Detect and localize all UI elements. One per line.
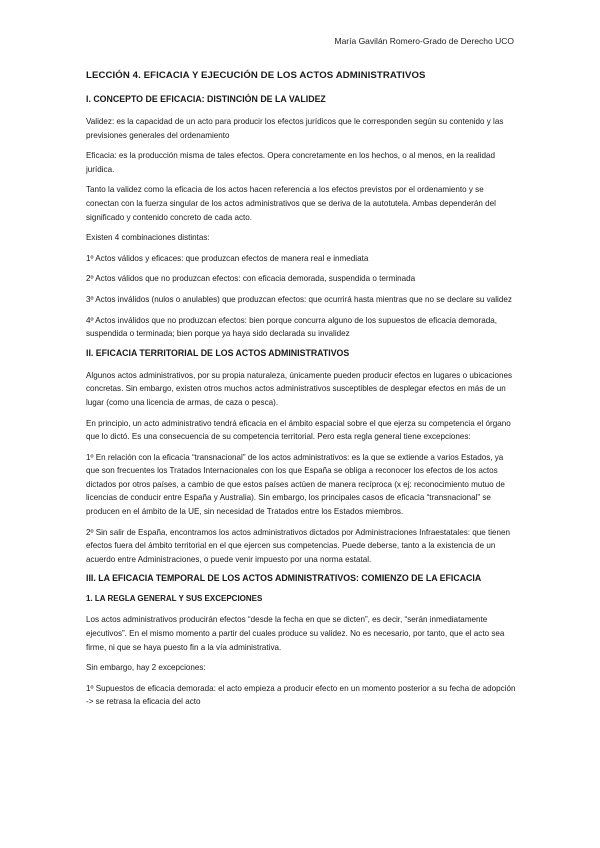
section-heading-temporal: III. LA EFICACIA TEMPORAL DE LOS ACTOS ADMINISTRATIVOS: COMIENZO DE LA EFICACIA [86,573,482,584]
section-heading-territorial: II. EFICACIA TERRITORIAL DE LOS ACTOS ADMINISTRATIVOS [86,347,350,358]
paragraph-regla-general: Los actos administrativos producirán efectos “desde la fecha en que se dicten”, es decir, “serán inmediatamente ejecutivos”. En el mismo momento a partir del cuales produce su validez. No es necesario, por tanto, que el acto sea firme, ni que se haya puesto fin a la vía administrativa. [86,615,505,652]
paragraph-combinacion-4: 4º Actos inválidos que no produzcan efectos: bien porque concurra alguno de los supuestos de eficacia demorada, suspendida o terminada; bien porque ya haya sido declarada su invalidez [86,315,498,339]
paragraph-excepcion-2: 2º Sin salir de España, encontramos los actos administrativos dictados por Administraciones Infraestatales: que tienen efectos fuera del ámbito territorial en el que ejercen sus competencias. Puede deberse, tanto a la existencia de un acuerdo entre Administraciones, o puede venir impuesto por una norma estatal. [86,527,511,564]
section-heading-concepto: I. CONCEPTO DE EFICACIA: DISTINCIÓN DE LA VALIDEZ [86,94,326,104]
paragraph-tanto: Tanto la validez como la eficacia de los actos hacen referencia a los efectos previstos por el ordenamiento y se conectan con la fuerza singular de los actos administrativos que se deriva de la autotutela. Ambas dependerán del significado y contenido concreto de cada acto. [86,185,496,222]
lesson-title: LECCIÓN 4. EFICACIA Y EJECUCIÓN DE LOS ACTOS ADMINISTRATIVOS [86,70,426,81]
paragraph-excepcion-1: 1º En relación con la eficacia “transnacional” de los actos administrativos: es la que se extiende a varios Estados, ya que son frecuentes los Tratados Internacionales con los que España se obliga a reconocer los efectos de los actos dictados por otros países, a cambio de que estos países actúen de manera recíproca (x ej: reconocimiento mutuo de licencias de conducir entre España y Australia). Sin embargo, los principales casos de eficacia “transnacional” se producen en el ámbito de la UE, sin necesidad de Tratados entre los Estados miembros. [86,452,505,517]
paragraph-dos-excepciones: Sin embargo, hay 2 excepciones: [86,663,206,673]
paragraph-combinaciones-intro: Existen 4 combinaciones distintas: [86,233,210,243]
paragraph-eficacia-demorada: 1º Supuestos de eficacia demorada: el acto empieza a producir efecto en un momento posterior a su fecha de adopción -> se retrasa la eficacia del acto [86,683,516,707]
paragraph-combinacion-1: 1º Actos válidos y eficaces: que produzcan efectos de manera real e inmediata [86,253,369,263]
paragraph-combinacion-2: 2º Actos válidos que no produzcan efectos: con eficacia demorada, suspendida o terminada [86,274,416,284]
paragraph-principio: En principio, un acto administrativo tendrá eficacia en el ámbito espacial sobre el que ejerza su competencia el órgano que lo dictó. Es una consecuencia de su competencia territorial. Pero esta regla general tiene excepciones: [86,418,511,442]
page-header-author: María Gavilán Romero-Grado de Derecho UCO [334,36,514,46]
document-body [86,70,516,716]
paragraph-eficacia: Eficacia: es la producción misma de tales efectos. Opera concretamente en los hechos, o al menos, en la realidad jurídica. [86,151,495,174]
subsection-heading-regla-general: 1. LA REGLA GENERAL Y SUS EXCEPCIONES [86,594,263,604]
paragraph-combinacion-3: 3º Actos inválidos (nulos o anulables) que produzcan efectos: que ocurrirá hasta mientras que no se declare su validez [86,294,512,304]
paragraph-algunos-actos: Algunos actos administrativos, por su propia naturaleza, únicamente pueden producir efectos en lugares o ubicaciones concretas. Sin embargo, existen otros muchos actos administrativos susceptibles de desplegar efectos en más de un lugar (como una licencia de armas, de caza o pesca). [86,370,513,407]
paragraph-validez: Validez: es la capacidad de un acto para producir los efectos jurídicos que le corresponden según su contenido y las previsiones generales del ordenamiento [86,117,504,140]
